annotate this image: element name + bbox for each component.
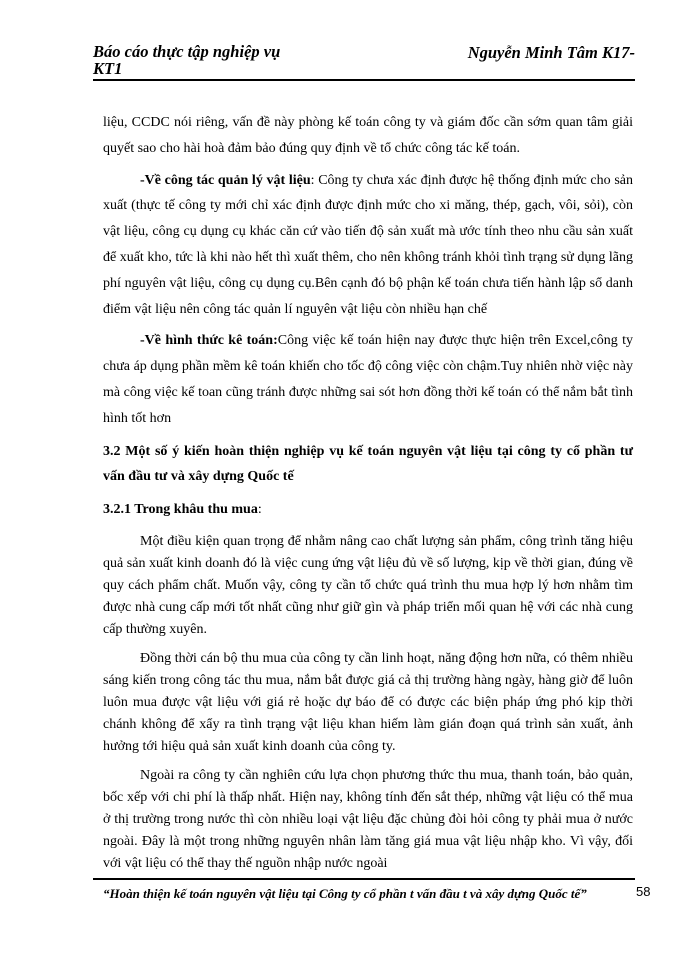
footer-title: “Hoàn thiện kế toán nguyên vật liệu tại Công ty cổ phần t vấn đầu t và xây dựng Quốc tế” [103,886,587,901]
header-author: Nguyễn Minh Tâm K17- [467,43,635,62]
paragraph-material-management [103,168,633,323]
main-content [103,110,633,875]
subsection-title: 3.2.1 Trong khâu thu mua [103,501,258,517]
header-divider [93,79,635,81]
paragraph-accounting-form [103,328,633,431]
body-paragraph: Đồng thời cán bộ thu mua của công ty cần linh hoạt, năng động hơn nữa, có thêm nhiều sáng kiến trong công tác thu mua, nắm bắt được giá cả thị trường hàng ngày, hàng giờ để luôn luôn mua được vật liệu với giá rẻ hoặc dự báo để có được các biện pháp ứng phó kịp thời chánh không để xẩy ra tình trạng vật liệu khan hiếm làm gián đoạn quá trình sản xuất, ảnh hưởng tới hiệu quả sản xuất kinh doanh của công ty. [103,650,633,754]
header-title: Báo cáo thực tập nghiệp vụ [93,42,281,61]
subsection-colon: : [257,501,262,517]
page-header [93,43,635,77]
paragraph-label: -Về hình thức kê toán: [140,333,278,349]
paragraph-label: -Về công tác quản lý vật liệu [140,172,311,188]
subsection-heading [103,498,633,522]
header-class: KT1 [93,59,123,78]
paragraph-text: : Công ty chưa xác định được hệ thống định mức cho sản xuất (thực tế công ty mới chỉ xác định được định mức cho xi măng, thép, gạch, vôi, sỏi), còn vật liệu, công cụ dụng cụ khác căn cứ vào tiến độ sản xuất mà ước tính theo nhu cầu sản xuất để xuất kho, tức là khi nào hết thì xuất thêm, cho nên không tránh khỏi tình trạng sử dụng lãng phí nguyên vật liệu, công cụ dụng cụ.Bên cạnh đó bộ phận kế toán chưa tiến hành lập sổ danh điểm vật liệu nên công tác quản lí nguyên vật liệu còn nhiều hạn chế [103,172,633,317]
body-paragraph: Một điều kiện quan trọng để nhằm nâng cao chất lượng sản phẩm, công trình tăng hiệu quả sản xuất kinh doanh đó là việc cung ứng vật liệu đủ về số lượng, kịp về thời gian, đúng về quy cách phẩm chất. Muốn vậy, công ty cần tổ chức quá trình thu mua hợp lý hơn nhằm tìm được nhà cung cấp mới tốt nhất cũng như giữ gìn và pháp triển mối quan hệ với các nhà cung cấp thường xuyên. [103,533,633,637]
page-number: 58 [636,884,651,899]
section-heading: 3.2 Một số ý kiến hoàn thiện nghiệp vụ kế toán nguyên vật liệu tại công ty cổ phần tư vấn đầu tư và xây dựng Quốc tế [103,443,633,484]
paragraph-text: Công việc kế toán hiện nay được thực hiện trên Excel,công ty chưa áp dụng phần mềm kê toán khiến cho tốc độ công việc còn chậm.Tuy nhiên nhờ việc này mà công việc kế toan cũng tránh được những sai sót hơn đồng thời kế toán có thể nắm bắt tình hình tốt hơn [103,333,633,426]
body-paragraph: Ngoài ra công ty cần nghiên cứu lựa chọn phương thức thu mua, thanh toán, bảo quản, bốc xếp với chi phí là thấp nhất. Hiện nay, không tính đến sắt thép, những vật liệu có thể mua ở thị trường trong nước thì còn nhiều loại vật liệu đặc chủng đòi hỏi công ty phải mua ở nước ngoài. Đây là một trong những nguyên nhân làm tăng giá mua vật liệu nhập kho. Vì vậy, đối với vật liệu có thể thay thế nguồn nhập nước ngoài [103,767,633,871]
paragraph-intro: liệu, CCDC nói riêng, vấn đề này phòng kế toán công ty và giám đốc cần sớm quan tâm giải quyết sao cho hài hoà đảm bảo đúng quy định về tổ chức công tác kế toán. [103,115,633,156]
footer-divider [93,878,635,880]
